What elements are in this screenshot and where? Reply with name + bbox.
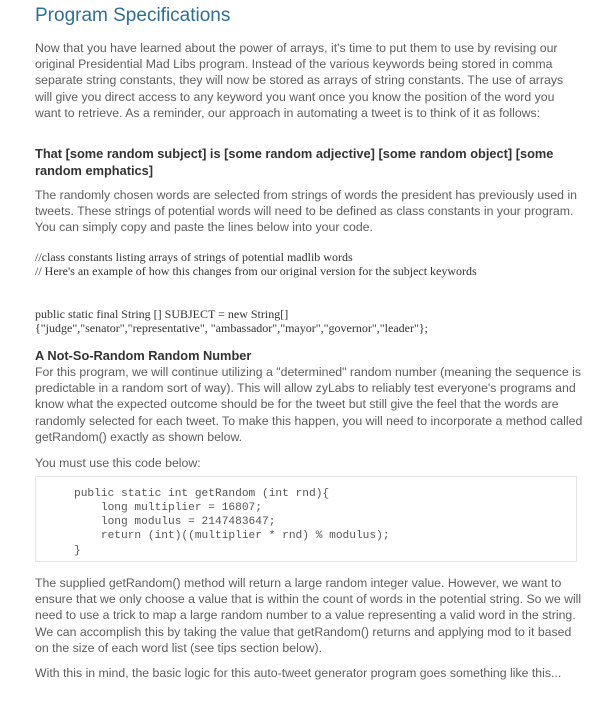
code-line: } xyxy=(74,545,81,557)
random-number-heading: A Not-So-Random Random Number xyxy=(35,348,252,363)
intro-paragraph: Now that you have learned about the power of arrays, it's time to put them to use by revising our original Presidential Mad Libs program. Instead of the various keywords being stored in comma separate string constants, they will now be stored as arrays of string constants. The use of arrays will give you direct access to any keyword you want once you know the position of the word you want to retrieve. As a reminder, our approach in automating a tweet is to think of it as follows: xyxy=(35,41,564,120)
code-block xyxy=(35,476,577,562)
tweet-template-heading: That [some random subject] is [some random adjective] [some random object] [some random emphatics] xyxy=(35,146,554,178)
page-title: Program Specifications xyxy=(35,5,231,26)
random-number-paragraph: For this program, we will continue utilizing a "determined" random number (meaning the sequence is predictable in a random sort of way). This will allow zyLabs to reliably test everyone's programs and know what the expected outcome should be for the tweet but still give the feel that the words are randomly selected for each tweet. To make this happen, you will need to incorporate a method called getRandom() exactly as shown below. xyxy=(35,365,583,444)
code-line: long multiplier = 16807; xyxy=(74,502,262,514)
must-use-text: You must use this code below: xyxy=(35,456,201,470)
closing-paragraph: With this in mind, the basic logic for this auto-tweet generator program goes something like this... xyxy=(35,666,562,680)
subject-constant-code: public static final String [] SUBJECT = new String[] {"judge","senator","representative", "ambassador","mayor","governor","leader"}; xyxy=(35,307,428,336)
random-words-paragraph: The randomly chosen words are selected from strings of words the president has previously used in tweets. These strings of potential words will need to be defined as class constants in your program. You can simply copy and paste the lines below into your code. xyxy=(35,188,578,235)
supplied-method-paragraph: The supplied getRandom() method will return a large random integer value. However, we want to ensure that we only choose a value that is within the count of words in the potential string. So we will need to use a trick to map a large random number to a value representing a valid word in the string. We can accomplish this by taking the value that getRandom() returns and applying mod to it based on the size of each word list (see tips section below). xyxy=(35,576,582,655)
code-line: public static int getRandom (int rnd){ xyxy=(74,488,330,500)
code-line: return (int)((multiplier * rnd) % modulus); xyxy=(74,530,390,542)
code-line: long modulus = 2147483647; xyxy=(74,516,276,528)
constants-comment: //class constants listing arrays of strings of potential madlib words // Here's an example of how this changes from our original version for the subject keywords xyxy=(35,250,477,279)
